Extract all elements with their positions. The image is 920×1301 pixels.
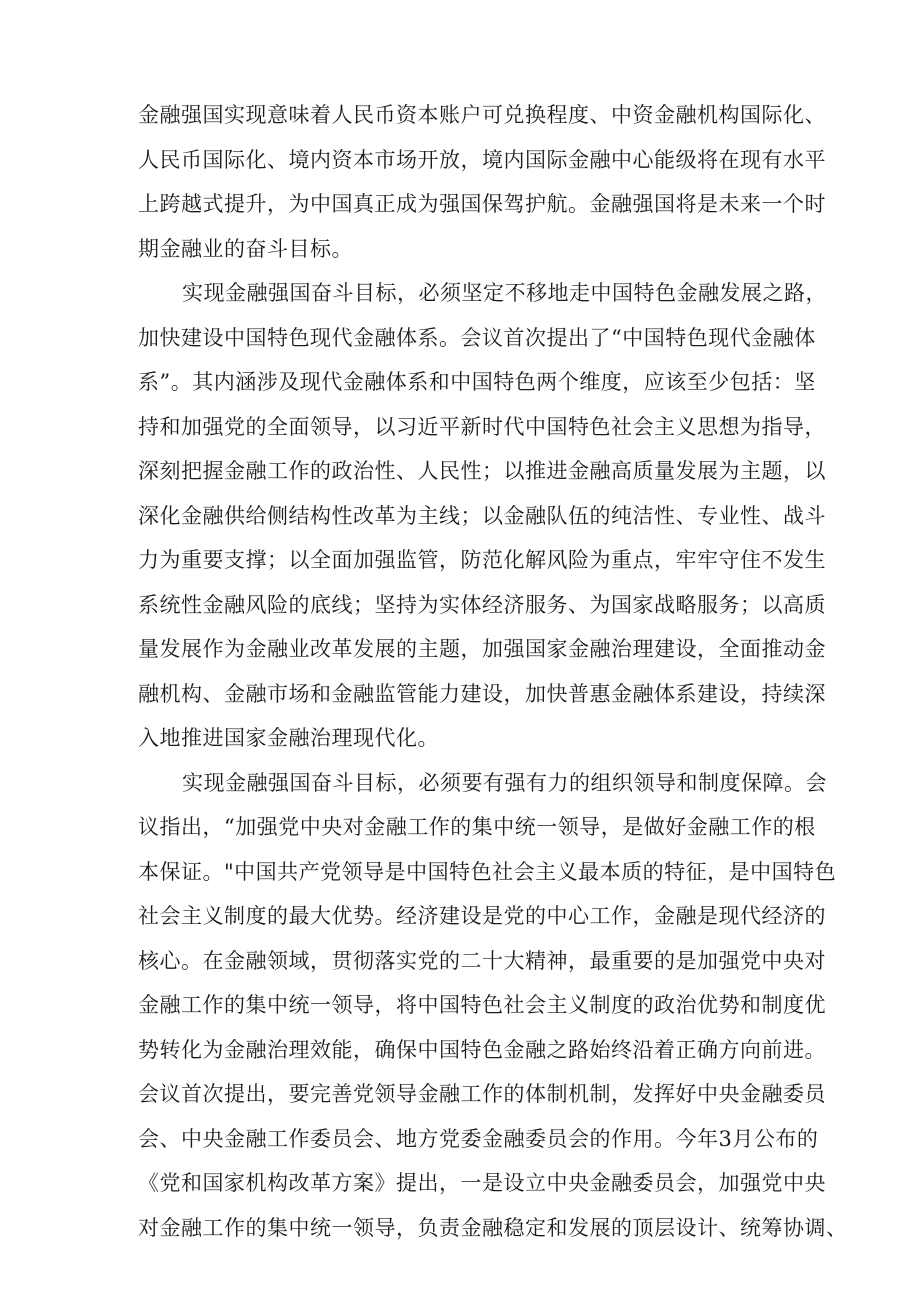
paragraph-3-line-7: 势转化为金融治理效能，确保中国特色金融之路始终沿着正确方向前进。 [138, 1037, 826, 1062]
paragraph-3-line-1: 实现金融强国奋斗目标，必须要有强有力的组织领导和制度保障。会 [182, 770, 827, 795]
paragraph-3-line-9: 会、中央金融工作委员会、地方党委金融委员会的作用。今年3月公布的 [138, 1126, 819, 1151]
paragraph-2-line-4: 持和加强党的全面领导，以习近平新时代中国特色社会主义思想为指导， [138, 414, 826, 439]
paragraph-1-line-4: 期金融业的奋斗目标。 [138, 236, 353, 261]
document-body [138, 93, 848, 1250]
paragraph-1-line-3: 上跨越式提升，为中国真正成为强国保驾护航。金融强国将是未来一个时 [138, 192, 826, 216]
paragraph-2-line-11: 入地推进国家金融治理现代化。 [138, 726, 439, 750]
paragraph-2-line-5: 深刻把握金融工作的政治性、人民性；以推进金融高质量发展为主题，以 [138, 459, 826, 483]
paragraph-2-line-3: 系”。其内涵涉及现代金融体系和中国特色两个维度，应该至少包括：坚 [138, 370, 816, 394]
paragraph-1-line-2: 人民币国际化、境内资本市场开放，境内国际金融中心能级将在现有水平 [138, 147, 826, 172]
paragraph-3-line-8: 会议首次提出，要完善党领导金融工作的体制机制，发挥好中央金融委员 [138, 1082, 826, 1106]
paragraph-2-line-6: 深化金融供给侧结构性改革为主线；以金融队伍的纯洁性、专业性、战斗 [138, 503, 826, 528]
paragraph-2-line-1: 实现金融强国奋斗目标，必须坚定不移地走中国特色金融发展之路， [182, 281, 827, 305]
paragraph-1-line-1: 金融强国实现意味着人民币资本账户可兑换程度、中资金融机构国际化、 [138, 103, 826, 127]
paragraph-3-line-11: 对金融工作的集中统一领导，负责金融稳定和发展的顶层设计、统筹协调、 [138, 1215, 848, 1240]
paragraph-3-line-10: 《党和国家机构改革方案》提出，一是设立中央金融委员会，加强党中央 [138, 1171, 826, 1195]
paragraph-2-line-9: 量发展作为金融业改革发展的主题，加强国家金融治理建设，全面推动金 [138, 637, 826, 661]
paragraph-2-line-7: 力为重要支撑；以全面加强监管，防范化解风险为重点，牢牢守住不发生 [138, 548, 826, 572]
paragraph-3-line-5: 核心。在金融领域，贯彻落实党的二十大精神，最重要的是加强党中央对 [138, 948, 826, 973]
paragraph-3-line-6: 金融工作的集中统一领导，将中国特色社会主义制度的政治优势和制度优 [138, 993, 826, 1017]
paragraph-2-line-8: 系统性金融风险的底线；坚持为实体经济服务、为国家战略服务；以高质 [138, 592, 826, 617]
paragraph-2-line-10: 融机构、金融市场和金融监管能力建设，加快普惠金融体系建设，持续深 [138, 681, 826, 706]
paragraph-3-line-3: 本保证。"中国共产党领导是中国特色社会主义最本质的特征，是中国特色 [138, 859, 837, 884]
paragraph-2-line-2: 加快建设中国特色现代金融体系。会议首次提出了“中国特色现代金融体 [138, 325, 816, 350]
paragraph-3-line-2: 议指出，“加强党中央对金融工作的集中统一领导，是做好金融工作的根 [138, 815, 816, 839]
paragraph-3-line-4: 社会主义制度的最大优势。经济建设是党的中心工作，金融是现代经济的 [138, 904, 826, 928]
